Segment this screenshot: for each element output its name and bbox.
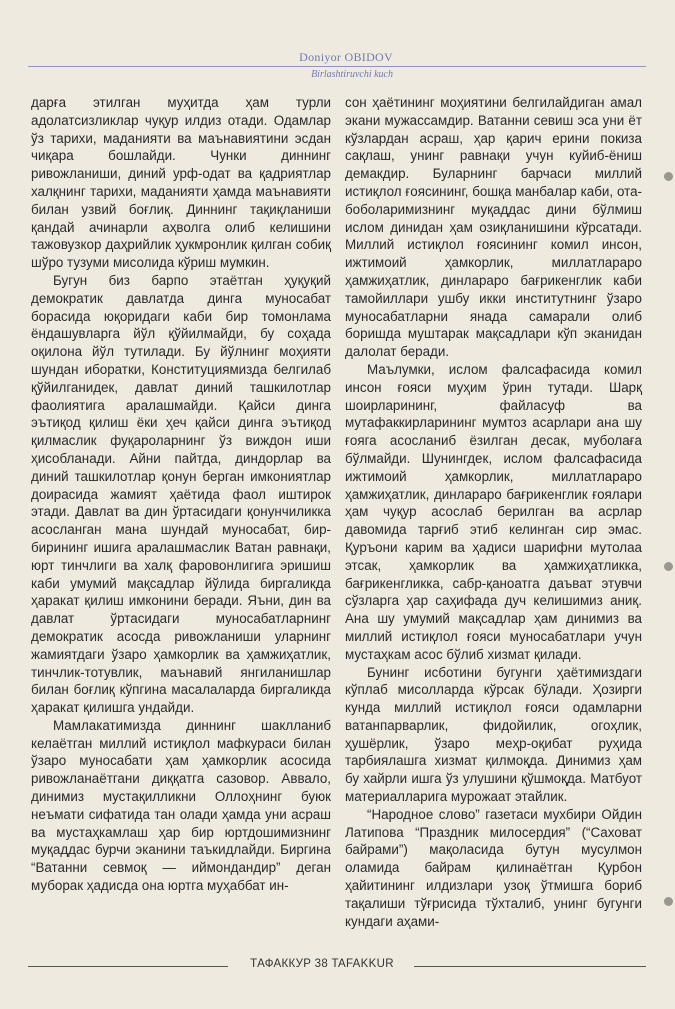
paragraph: “Народное слово” газетаси мухбири Ойдин Латипова “Праздник милосердия” (“Саховат байрами”) мақоласида бутун мусулмон оламида байрам қилинаётган Қурбон ҳайитининг илдизлари узоқ ўтмишга бориб тақалиши тўғрисида тўхталиб, унинг бугунги кундаги аҳами- xyxy=(345,806,642,929)
header-rubric: Birlashtiruvchi kuch xyxy=(311,69,393,80)
paragraph: Маълумки, ислом фалсафасида комил инсон ғояси муҳим ўрин тутади. Шарқ шоирларининг, файласуф ва мутафаккирларининг мумтоз асарлари ана шу ғояга асосланиб ёзилган десак, муболаға бўлмайди. Шунингдек, ислом фалсафасида ижтимоий ҳамкорлик, миллатлараро ҳамжиҳатлик, динлараро бағрикенглик ғоялари ҳам чуқур асослаб берилган ва асрлар давомида тарғиб этиб келинган сир эмас. Қуръони карим ва ҳадиси шарифни мутолаа этсак, ҳамкорлик ва ҳамжиҳатликка, бағрикенгликка, сабр-қаноатга даъват этувчи сўзларга ҳар саҳифада дуч келишимиз аниқ. Ана шу умумий мақсадлар ҳам динимиз ва миллий истиқлол ғояси муносабатлари учун мустаҳкам асос бўлиб хизмат қилади. xyxy=(345,361,642,662)
binder-hole-icon xyxy=(664,562,673,571)
paragraph: Бунинг исботини бугунги ҳаётимиздаги кўплаб мисолларда кўрсак бўлади. Ҳозирги кунда миллий истиқлол ғояси одамларни ватанпарварлик, фидойилик, огоҳлик, ҳушёрлик, ўзаро меҳр-оқибат руҳида тарбиялашга хизмат қилмоқда. Динимиз ҳам бу хайрли ишга ўз улушини қўшмоқда. Матбуот материалларига мурожаат этайлик. xyxy=(345,664,642,805)
header-author: Doniyor OBIDOV xyxy=(299,50,393,64)
paragraph: сон ҳаётининг моҳиятини белгилайдиган амал экани мужассамдир. Ватанни севиш эса уни ёт кўзлардан асраш, ҳар қарич ерини покиза сақлаш, унинг равнақи учун куйиб-ёниш демакдир. Буларнинг барчаси миллий истиқлол ғоясининг, бошқа манбалар каби, ота-боболаримизнинг муқаддас дини бўлмиш ислом динидан ҳам озиқланишини кўрсатади. Миллий истиқлол ғоясининг комил инсон, ижтимоий ҳамкорлик, миллатлараро ҳамжиҳатлик, динлараро бағрикенглик каби тамойиллари ушбу икки институтнинг ўзаро муносабатларни янада самарали олиб боришда муштарак мақсадлари кўп эканидан далолат беради. xyxy=(345,95,642,360)
paragraph: Бугун биз барпо этаётган ҳуқуқий демократик давлатда динга муносабат борасида юқоридаги каби бир томонлама ёндашувларга йўл қўйилмайди, бу соҳада оқилона йўл тутилади. Бу йўлнинг моҳияти шундан иборатки, Конституциямизда белгилаб қўйилганидек, давлат диний ташкилотлар фаолиятига аралашмайди. Қайси динга эътиқод қилиш ёки ҳеч қайси динга эътиқод қилмаслик фуқароларнинг ўз виждон иши ҳисобланади. Айни пайтда, диндорлар ва диний ташкилотлар қонун берган имкониятлар доирасида жамият ҳаётида фаол иштирок этади. Давлат ва дин ўртасидаги қонунчиликка асосланган мана шундай муносабат, бир-бирининг ишига аралашмаслик Ватан равнақи, юрт тинчлиги ва халқ фаровонлигига эришиш каби умумий мақсадлар йўлида биргаликда ҳаракат қилиш имконини беради. Яъни, дин ва давлат ўртасидаги муносабатларнинг демократик асосда ривожланиши уларнинг жамиятдаги ўзаро ҳамкорлик ва ҳамжиҳатлик, тинчлик-тотувлик, маънавий янгиланишлар билан боғлиқ кўпгина масалаларда биргаликда ҳаракат қилишга ундайди. xyxy=(31,272,331,716)
footer-rule-right xyxy=(414,966,646,967)
left-column xyxy=(31,94,331,895)
binder-hole-icon xyxy=(664,172,673,181)
footer-rule-left xyxy=(28,966,228,967)
right-column xyxy=(345,94,642,930)
paragraph: Мамлакатимизда диннинг шаклланиб келаётган миллий истиқлол мафкураси билан ўзаро муносабати ҳам ҳамкорлик асосида ривожланаётгани диққатга сазовор. Аввало, динимиз мустақилликни Оллоҳнинг буюк неъмати сифатида тан олади ҳамда уни асраш ва мустаҳкамлаш ҳар бир юртдошимизнинг муқаддас бурчи эканини таъкидлайди. Биргина “Ватанни севмоқ — иймондандир” деган муборак ҳадисда она юртга муҳаббат ин- xyxy=(31,717,331,894)
header-rule xyxy=(28,66,646,67)
paragraph: дарға этилган муҳитда ҳам турли адолатсизликлар чуқур илдиз отади. Одамлар ўз тарихи, маданияти ва маънавиятини эсдан чиқара бошлайди. Чунки диннинг ривожланиши, диний урф-одат ва қадриятлар халқнинг тарихи, маданияти ҳамда маънавияти билан узвий боғлиқ. Диннинг тақиқланиши қандай ачинарли аҳволга олиб келишини тажовузкор даҳрийлик ҳукмронлик қилган собиқ шўро тузуми мисолида кўриш мумкин. xyxy=(31,95,331,271)
binder-hole-icon xyxy=(664,897,673,906)
footer-running-title: ТАФАККУР 38 TAFAKKUR xyxy=(250,958,394,970)
